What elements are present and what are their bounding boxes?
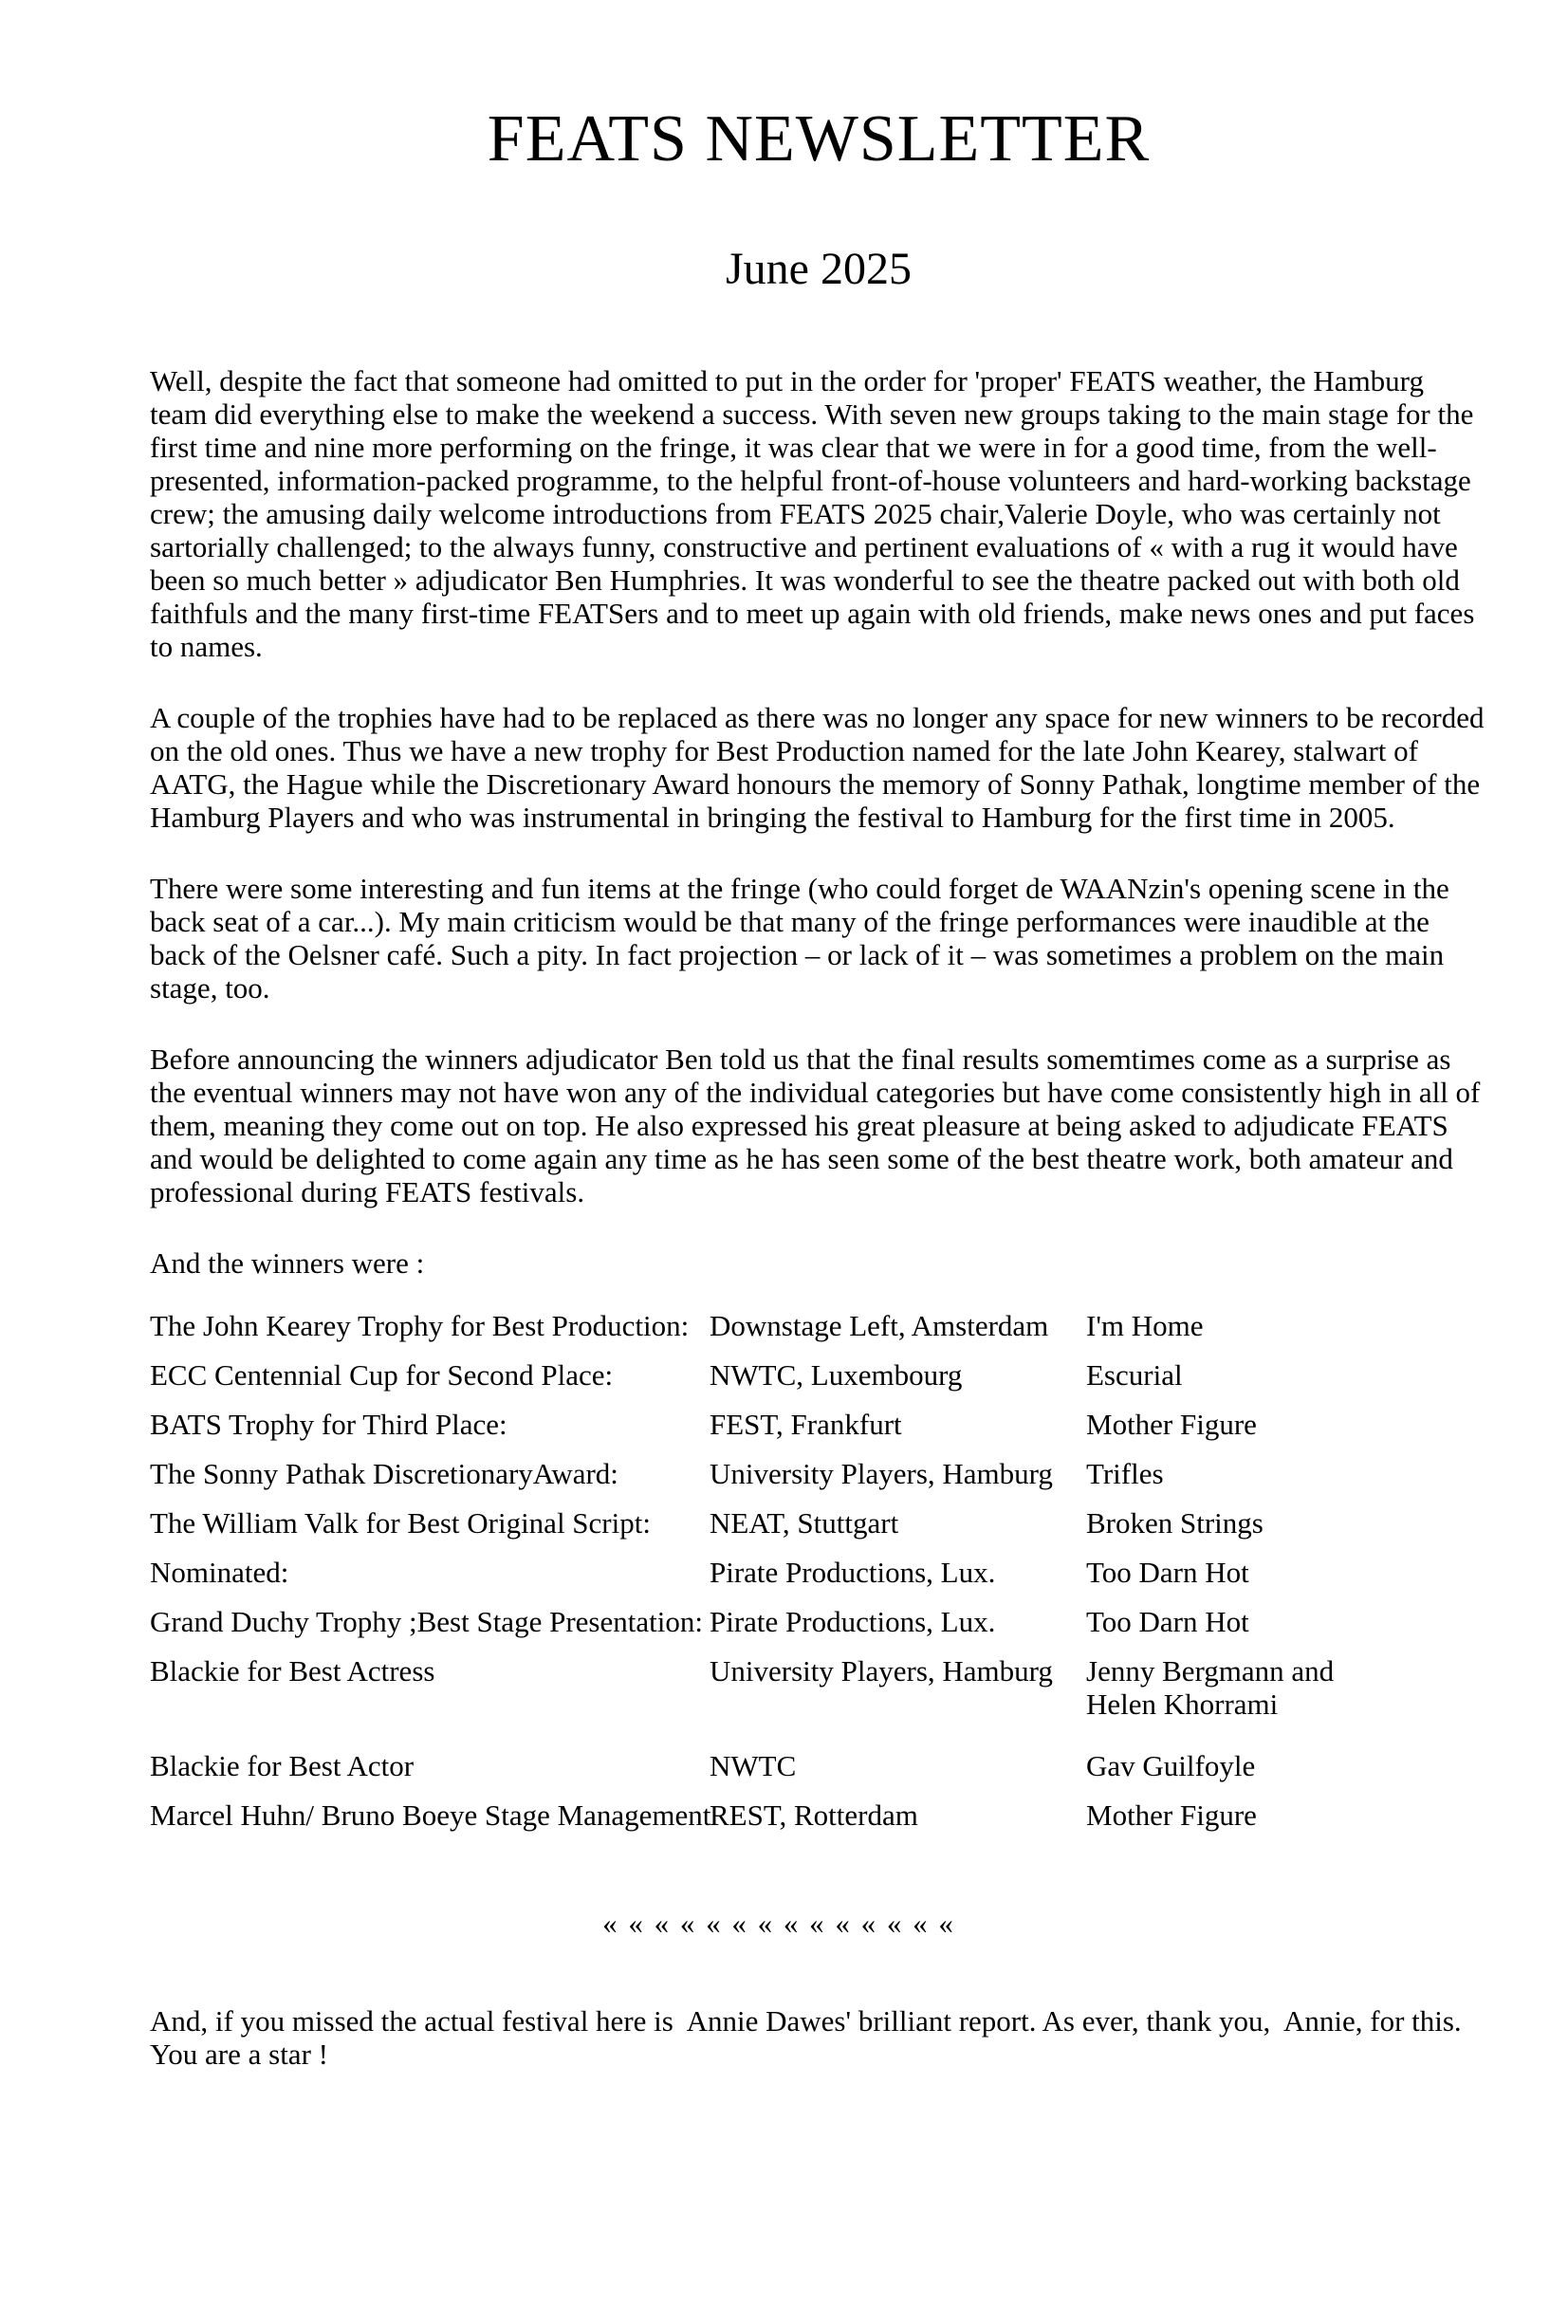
award-category: ECC Centennial Cup for Second Place:	[150, 1358, 614, 1392]
award-group: FEST, Frankfurt	[710, 1408, 902, 1441]
award-row-best-actor	[150, 1749, 1487, 1782]
award-production: Mother Figure	[1086, 1798, 1257, 1832]
award-group: NWTC, Luxembourg	[710, 1358, 963, 1392]
award-production: Mother Figure	[1086, 1408, 1257, 1441]
closing-paragraph: And, if you missed the actual festival here is Annie Dawes' brilliant report. As ever, thank you, Annie, for this. You are a star !	[150, 2004, 1468, 2071]
award-production: I'm Home	[1086, 1309, 1204, 1342]
adjudicator-paragraph: Before announcing the winners adjudicator Ben told us that the final results somemtimes come as a surprise as the eventual winners may not have won any of the individual categories but have come consistently high in all of them, meaning they come out on top. He also expressed his great pleasure at being asked to adjudicate FEATS and would be delighted to come again any time as he has seen some of the best theatre work, both amateur and professional during FEATS festivals.	[150, 1042, 1488, 1208]
award-category: The William Valk for Best Original Script:	[150, 1506, 651, 1540]
winners-intro: And the winners were :	[150, 1246, 425, 1280]
award-category: Nominated:	[150, 1556, 289, 1589]
guillemet-separator: « « « « « « « « « « « « « «	[602, 1907, 955, 1940]
award-production: Escurial	[1086, 1358, 1183, 1392]
award-group: NEAT, Stuttgart	[710, 1506, 899, 1540]
award-row-best-production	[150, 1309, 1487, 1342]
award-row-third-place	[150, 1408, 1487, 1441]
award-category: Marcel Huhn/ Bruno Boeye Stage Management	[150, 1798, 711, 1832]
newsletter-page	[0, 102, 1568, 2324]
award-production: Too Darn Hot	[1086, 1556, 1249, 1589]
award-production: Broken Strings	[1086, 1506, 1264, 1540]
award-group: Pirate Productions, Lux.	[710, 1556, 996, 1589]
award-row-stage-presentation	[150, 1605, 1487, 1638]
award-production: Jenny Bergmann and Helen Khorrami	[1086, 1654, 1335, 1721]
fringe-paragraph: There were some interesting and fun items at the fringe (who could forget de WAANzin's opening scene in the back seat of a car...). My main criticism would be that many of the fringe performances were inaudible at the back of the Oelsner café. Such a pity. In fact projection – or lack of it – was sometimes a problem on the main stage, too.	[150, 872, 1457, 1005]
award-production: Trifles	[1086, 1457, 1164, 1490]
intro-paragraph: Well, despite the fact that someone had omitted to put in the order for 'proper' FEATS weather, the Hamburg team did everything else to make the weekend a success. With seven new groups taking to the main stage for the first time and nine more performing on the fringe, it was clear that we were in for a good time, from the well-presented, information-packed programme, to the helpful front-of-house volunteers and hard-working backstage crew; the amusing daily welcome introductions from FEATS 2025 chair,Valerie Doyle, who was certainly not sartorially challenged; to the always funny, constructive and pertinent evaluations of « with a rug it would have been so much better » adjudicator Ben Humphries. It was wonderful to see the theatre packed out with both old faithfuls and the many first-time FEATSers and to meet up again with old friends, make news ones and put faces to names.	[150, 364, 1483, 663]
award-group: REST, Rotterdam	[710, 1798, 918, 1832]
award-category: Blackie for Best Actor	[150, 1749, 415, 1782]
award-group: University Players, Hamburg	[710, 1457, 1053, 1490]
award-group: Downstage Left, Amsterdam	[710, 1309, 1049, 1342]
award-row-second-place	[150, 1358, 1487, 1392]
page-title: FEATS NEWSLETTER	[487, 102, 1151, 175]
awards-table	[150, 1309, 1487, 1832]
issue-date: June 2025	[726, 244, 912, 294]
award-group: NWTC	[710, 1749, 797, 1782]
trophies-paragraph: A couple of the trophies have had to be replaced as there was no longer any space for new winners to be recorded on the old ones. Thus we have a new trophy for Best Production named for the late John Kearey, stalwart of AATG, the Hague while the Discretionary Award honours the memory of Sonny Pathak, longtime member of the Hamburg Players and who was instrumental in bringing the festival to Hamburg for the first time in 2005.	[150, 701, 1492, 834]
award-category: The John Kearey Trophy for Best Production:	[150, 1309, 690, 1342]
award-category: Blackie for Best Actress	[150, 1654, 435, 1688]
award-row-best-actress	[150, 1654, 1487, 1721]
award-production: Too Darn Hot	[1086, 1605, 1249, 1638]
award-row-nominated	[150, 1556, 1487, 1589]
award-category: Grand Duchy Trophy ;Best Stage Presentation:	[150, 1605, 703, 1638]
award-row-stage-management	[150, 1798, 1487, 1832]
award-category: BATS Trophy for Third Place:	[150, 1408, 507, 1441]
award-production: Gav Guilfoyle	[1086, 1749, 1256, 1782]
award-row-original-script	[150, 1506, 1487, 1540]
award-row-discretionary	[150, 1457, 1487, 1490]
award-category: The Sonny Pathak DiscretionaryAward:	[150, 1457, 618, 1490]
award-group: University Players, Hamburg	[710, 1654, 1053, 1688]
award-group: Pirate Productions, Lux.	[710, 1605, 996, 1638]
